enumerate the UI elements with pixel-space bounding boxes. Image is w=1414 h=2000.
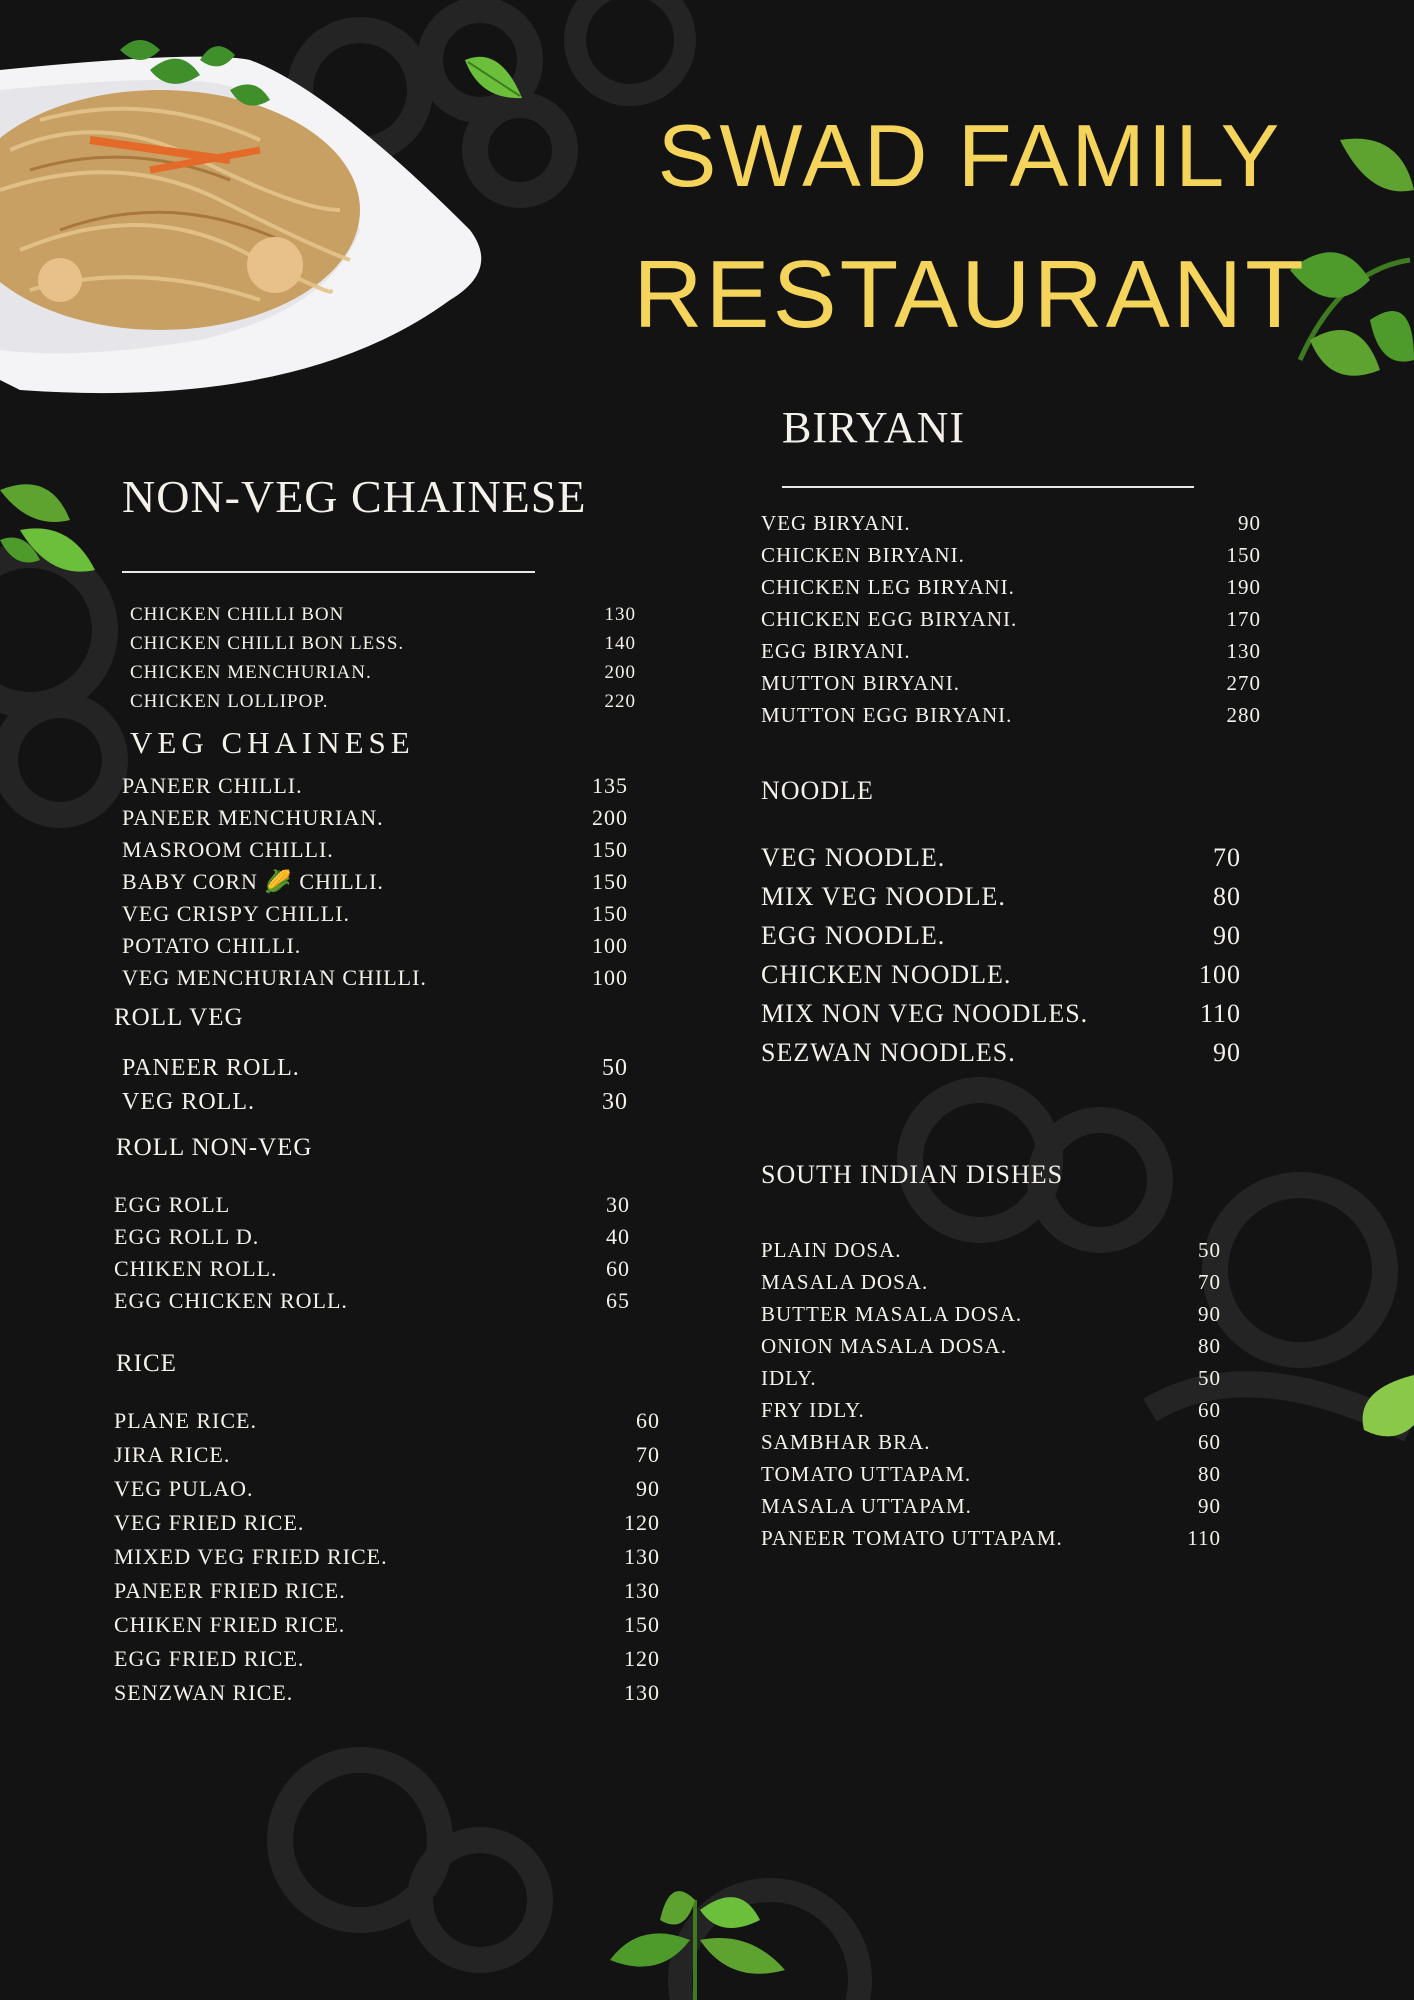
menu-item-price: 130: [624, 1544, 660, 1569]
menu-item-price: 70: [636, 1442, 660, 1467]
menu-item: [761, 838, 1241, 877]
menu-item-price: 110: [1199, 999, 1241, 1028]
menu-item: [114, 1676, 660, 1710]
menu-item: [761, 635, 1261, 667]
noodle-list: [761, 838, 1241, 1072]
menu-item-name: CHICKEN NOODLE.: [761, 960, 1012, 989]
roll-veg-list: [122, 1051, 628, 1119]
menu-item-name: CHICKEN LOLLIPOP.: [130, 691, 329, 712]
menu-item-name: VEG CRISPY CHILLI.: [122, 901, 351, 926]
menu-item-name: PANEER FRIED RICE.: [114, 1578, 346, 1603]
biryani-divider: [782, 486, 1194, 488]
menu-item-price: 170: [1226, 607, 1261, 631]
menu-item-price: 60: [606, 1256, 630, 1281]
menu-item-price: 200: [592, 805, 628, 830]
menu-item-name: SAMBHAR BRA.: [761, 1430, 931, 1454]
menu-item: [761, 539, 1261, 571]
menu-item-name: CHICKEN CHILLI BON LESS.: [130, 633, 405, 654]
menu-item: [122, 834, 628, 866]
menu-item-price: 220: [604, 691, 636, 712]
menu-item-name: MIX VEG NOODLE.: [761, 882, 1006, 911]
menu-item: [761, 1330, 1221, 1362]
menu-item: [130, 658, 636, 687]
roll-veg-heading: ROLL VEG: [114, 1004, 244, 1031]
menu-item-name: CHICKEN LEG BIRYANI.: [761, 575, 1015, 599]
menu-item: [114, 1540, 660, 1574]
roll-non-veg-heading: ROLL NON-VEG: [116, 1134, 313, 1161]
menu-item: [114, 1285, 630, 1317]
menu-item: [761, 994, 1241, 1033]
menu-item: [114, 1221, 630, 1253]
menu-item: [122, 1051, 628, 1085]
menu-item-price: 110: [1187, 1526, 1221, 1550]
menu-item-name: PANEER ROLL.: [122, 1055, 300, 1081]
menu-item-name: MASALA UTTAPAM.: [761, 1494, 972, 1518]
swirl-decoration-top-right: [530, 0, 730, 120]
menu-item: [114, 1506, 660, 1540]
menu-item-name: CHICKEN CHILLI BON: [130, 604, 345, 625]
menu-item-name: JIRA RICE.: [114, 1442, 231, 1467]
menu-item-name: EGG FRIED RICE.: [114, 1646, 305, 1671]
menu-item-name: VEG FRIED RICE.: [114, 1510, 305, 1535]
menu-item-price: 80: [1198, 1462, 1221, 1486]
menu-item-price: 135: [592, 773, 628, 798]
menu-item-price: 30: [602, 1089, 628, 1115]
restaurant-title-line-2: RESTAURANT: [633, 241, 1307, 348]
menu-item-price: 70: [1198, 1270, 1221, 1294]
menu-item-name: EGG NOODLE.: [761, 921, 946, 950]
menu-item-name: BABY CORN 🌽 CHILLI.: [122, 869, 384, 894]
menu-item-price: 130: [624, 1578, 660, 1603]
menu-item: [761, 1234, 1221, 1266]
menu-item: [761, 916, 1241, 955]
veg-chainese-list: [122, 770, 628, 994]
menu-item: [122, 802, 628, 834]
menu-item: [761, 877, 1241, 916]
menu-item: [130, 629, 636, 658]
non-veg-chainese-heading: NON-VEG CHAINESE: [122, 471, 587, 522]
menu-item-name: PANEER TOMATO UTTAPAM.: [761, 1526, 1063, 1550]
menu-item: [761, 571, 1261, 603]
menu-item-price: 100: [1199, 960, 1241, 989]
menu-item-price: 120: [624, 1646, 660, 1671]
menu-item-price: 80: [1213, 882, 1241, 911]
menu-item: [114, 1642, 660, 1676]
menu-item-price: 200: [604, 662, 636, 683]
menu-item-name: PANEER MENCHURIAN.: [122, 805, 384, 830]
menu-item-name: EGG BIRYANI.: [761, 639, 911, 663]
menu-item-name: MIX NON VEG NOODLES.: [761, 999, 1089, 1028]
menu-item: [114, 1189, 630, 1221]
menu-item-price: 80: [1198, 1334, 1221, 1358]
menu-item-price: 150: [592, 837, 628, 862]
menu-item-price: 280: [1226, 703, 1261, 727]
menu-item-name: EGG CHICKEN ROLL.: [114, 1288, 348, 1313]
biryani-list: [761, 507, 1261, 731]
menu-item: [761, 1522, 1221, 1554]
menu-item-price: 190: [1226, 575, 1261, 599]
menu-item: [114, 1438, 660, 1472]
menu-item-price: 50: [1198, 1238, 1221, 1262]
mint-sprig-left-icon: [0, 460, 110, 590]
menu-item: [761, 1298, 1221, 1330]
menu-item: [761, 1490, 1221, 1522]
menu-item-name: VEG MENCHURIAN CHILLI.: [122, 965, 427, 990]
menu-item-price: 90: [1198, 1494, 1221, 1518]
non-veg-chainese-divider: [122, 571, 535, 573]
rice-heading: RICE: [116, 1350, 177, 1377]
menu-item-price: 270: [1226, 671, 1261, 695]
menu-item-name: SENZWAN RICE.: [114, 1680, 294, 1705]
menu-item-name: MUTTON EGG BIRYANI.: [761, 703, 1013, 727]
menu-item-name: BUTTER MASALA DOSA.: [761, 1302, 1023, 1326]
menu-item-price: 130: [604, 604, 636, 625]
roll-non-veg-list: [114, 1189, 630, 1317]
mint-leaf-icon: [460, 50, 530, 110]
menu-item-price: 60: [1198, 1398, 1221, 1422]
menu-item-price: 30: [606, 1192, 630, 1217]
menu-item-price: 40: [606, 1224, 630, 1249]
menu-item: [114, 1253, 630, 1285]
menu-item-name: CHICKEN MENCHURIAN.: [130, 662, 372, 683]
menu-item: [130, 600, 636, 629]
menu-item-name: IDLY.: [761, 1366, 817, 1390]
menu-item-name: POTATO CHILLI.: [122, 933, 302, 958]
menu-item-name: CHIKEN FRIED RICE.: [114, 1612, 346, 1637]
menu-item-price: 100: [592, 965, 628, 990]
menu-item-name: PANEER CHILLI.: [122, 773, 303, 798]
menu-item-price: 90: [1213, 1038, 1241, 1067]
menu-item-price: 65: [606, 1288, 630, 1313]
menu-item-name: EGG ROLL: [114, 1192, 231, 1217]
menu-item: [122, 770, 628, 802]
swirl-decoration-bottom: [240, 1730, 580, 2000]
menu-item: [761, 1362, 1221, 1394]
menu-item: [761, 667, 1261, 699]
menu-item: [761, 603, 1261, 635]
menu-item-price: 90: [1213, 921, 1241, 950]
menu-item: [122, 1085, 628, 1119]
menu-item-name: VEG PULAO.: [114, 1476, 254, 1501]
menu-item: [761, 1033, 1241, 1072]
menu-item: [114, 1404, 660, 1438]
menu-item-name: FRY IDLY.: [761, 1398, 865, 1422]
menu-item-name: CHIKEN ROLL.: [114, 1256, 278, 1281]
noodle-plate-icon: [0, 30, 500, 410]
biryani-heading: BIRYANI: [782, 403, 966, 452]
menu-item-price: 150: [624, 1612, 660, 1637]
south-indian-list: [761, 1234, 1221, 1554]
menu-item-name: VEG ROLL.: [122, 1089, 255, 1115]
menu-item-price: 150: [592, 869, 628, 894]
menu-item: [761, 1394, 1221, 1426]
menu-item: [761, 1458, 1221, 1490]
menu-item-name: MUTTON BIRYANI.: [761, 671, 960, 695]
menu-item: [114, 1608, 660, 1642]
menu-item-price: 100: [592, 933, 628, 958]
restaurant-title-line-1: SWAD FAMILY: [657, 106, 1283, 205]
rice-list: [114, 1404, 660, 1710]
menu-item-name: MASALA DOSA.: [761, 1270, 929, 1294]
menu-item-price: 140: [604, 633, 636, 654]
menu-item-name: PLAIN DOSA.: [761, 1238, 902, 1262]
menu-item: [761, 507, 1261, 539]
mint-leaf-right-icon: [1354, 1370, 1414, 1450]
menu-item: [114, 1472, 660, 1506]
menu-item: [122, 898, 628, 930]
non-veg-chainese-list: [130, 600, 636, 716]
veg-chainese-heading: VEG CHAINESE: [130, 725, 415, 760]
menu-item: [122, 866, 628, 898]
menu-item-price: 130: [1226, 639, 1261, 663]
menu-item-name: VEG BIRYANI.: [761, 511, 911, 535]
menu-item-name: VEG NOODLE.: [761, 843, 946, 872]
menu-item-price: 90: [1198, 1302, 1221, 1326]
menu-item-price: 90: [1238, 511, 1261, 535]
menu-item-name: CHICKEN EGG BIRYANI.: [761, 607, 1018, 631]
menu-item: [122, 962, 628, 994]
menu-item-name: EGG ROLL D.: [114, 1224, 260, 1249]
menu-item-price: 60: [1198, 1430, 1221, 1454]
menu-item-price: 130: [624, 1680, 660, 1705]
menu-item-name: ONION MASALA DOSA.: [761, 1334, 1008, 1358]
menu-item-price: 150: [1226, 543, 1261, 567]
menu-item: [122, 930, 628, 962]
menu-item-price: 70: [1213, 843, 1241, 872]
menu-item-name: MIXED VEG FRIED RICE.: [114, 1544, 388, 1569]
noodle-heading: NOODLE: [761, 776, 874, 805]
menu-item: [761, 955, 1241, 994]
menu-item: [130, 687, 636, 716]
menu-item-price: 60: [636, 1408, 660, 1433]
menu-item-name: PLANE RICE.: [114, 1408, 257, 1433]
menu-item-name: SEZWAN NOODLES.: [761, 1038, 1016, 1067]
menu-item-price: 50: [1198, 1366, 1221, 1390]
menu-item-name: MASROOM CHILLI.: [122, 837, 334, 862]
mint-sprig-bottom-icon: [600, 1880, 790, 2000]
menu-item-name: TOMATO UTTAPAM.: [761, 1462, 972, 1486]
menu-item-price: 90: [636, 1476, 660, 1501]
menu-item-name: CHICKEN BIRYANI.: [761, 543, 965, 567]
menu-item-price: 150: [592, 901, 628, 926]
menu-item: [761, 699, 1261, 731]
menu-item: [114, 1574, 660, 1608]
south-indian-heading: SOUTH INDIAN DISHES: [761, 1160, 1064, 1189]
menu-item-price: 120: [624, 1510, 660, 1535]
menu-item: [761, 1266, 1221, 1298]
menu-item: [761, 1426, 1221, 1458]
menu-item-price: 50: [602, 1055, 628, 1081]
